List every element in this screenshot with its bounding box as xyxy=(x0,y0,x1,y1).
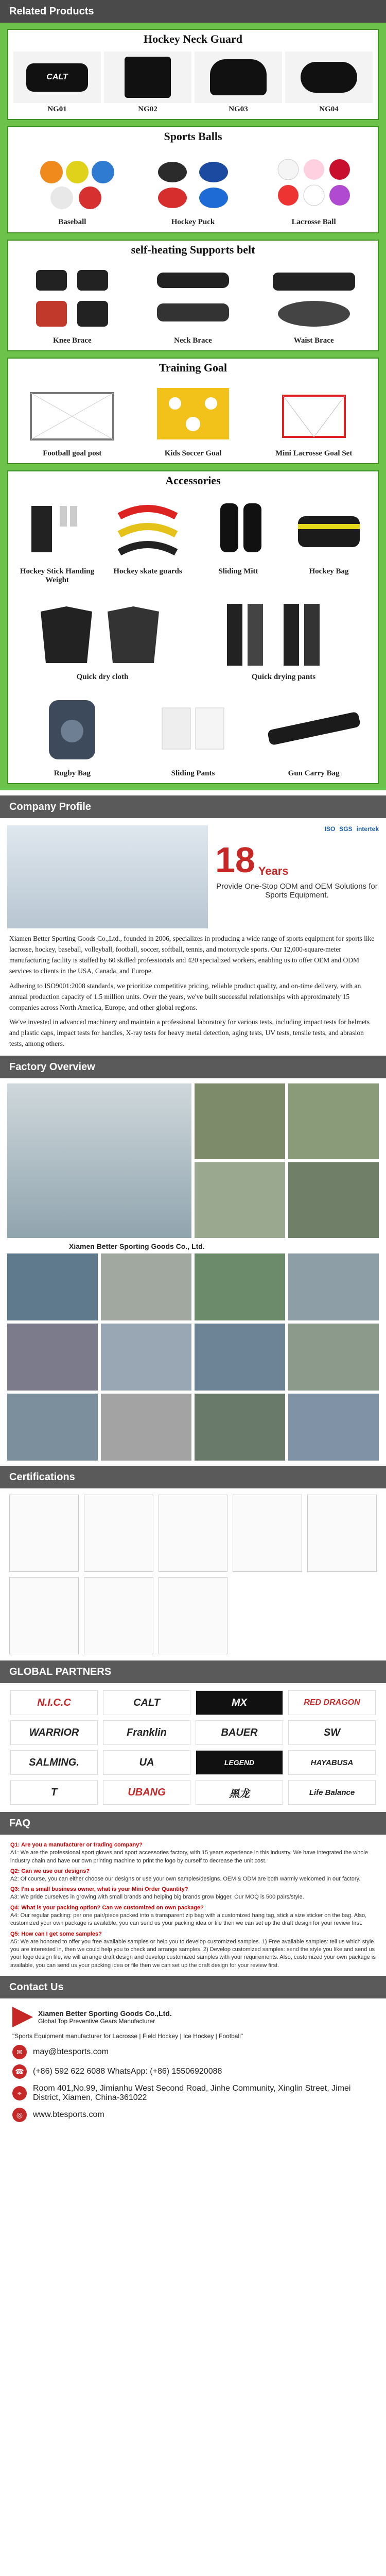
product-card[interactable] xyxy=(13,493,101,585)
product-label: NG03 xyxy=(229,105,248,113)
faq-item xyxy=(0,1931,386,1970)
website-row[interactable] xyxy=(12,2108,374,2122)
partner-logo: MX xyxy=(196,1690,283,1715)
supports-belt-panel xyxy=(7,240,379,351)
baseball-image xyxy=(13,149,131,216)
product-card[interactable] xyxy=(285,493,373,585)
factory-photo xyxy=(195,1253,285,1320)
factory-photo xyxy=(7,1324,98,1391)
stick-weight-image xyxy=(13,493,101,565)
section-title: GLOBAL PARTNERS xyxy=(9,1666,112,1677)
company-desc: "Sports Equipment manufacturer for Lacrosse | Field Hockey | Ice Hockey | Football" xyxy=(12,2032,243,2040)
product-label: Mini Lacrosse Goal Set xyxy=(275,449,353,457)
section-title: Contact Us xyxy=(9,1981,64,1993)
product-card[interactable] xyxy=(104,52,191,114)
factory-photo xyxy=(288,1394,379,1461)
partners-header xyxy=(0,1660,386,1683)
factory-photo xyxy=(288,1324,379,1391)
product-label: Knee Brace xyxy=(53,336,92,345)
years-number: 18 xyxy=(215,840,255,880)
faq-question: Q3: I'm a small business owner, what is your Mini Order Quantity? xyxy=(10,1886,188,1893)
certifications-header xyxy=(0,1466,386,1488)
factory-photo xyxy=(288,1162,379,1238)
partner-logo: Franklin xyxy=(103,1720,190,1745)
product-card[interactable] xyxy=(13,594,191,682)
phone-text[interactable]: (+86) 592 622 6088 WhatsApp: (+86) 15506920088 xyxy=(33,2067,222,2076)
profile-paragraph: Xiamen Better Sporting Goods Co.,Ltd., founded in 2006, specializes in producing a wide range of sports equipment for sports like lacrosse, hockey, baseball, volleyball, football, soccer, softball, tennis, and motorcycle sports. Our 12,000-square-meter manufacturing facility is staffed by 60 skilled professionals and 420 specialized workers, enabling us to offer OEM and ODM services to clients in the USA, Canada, and Europe. xyxy=(9,935,375,975)
partner-logo: HAYABUSA xyxy=(288,1750,376,1775)
email-text[interactable]: may@btesports.com xyxy=(33,2047,109,2057)
website-link[interactable]: www.btesports.com xyxy=(33,2110,104,2120)
neck-brace-image xyxy=(134,262,252,334)
contact-brand xyxy=(0,1998,386,2030)
factory-overview-header xyxy=(0,1056,386,1078)
contact-header xyxy=(0,1976,386,1998)
product-card[interactable] xyxy=(13,690,131,778)
factory-photo xyxy=(7,1083,191,1238)
partner-logo: RED DRAGON xyxy=(288,1690,376,1715)
company-profile-header xyxy=(0,795,386,818)
factory-photo xyxy=(195,1083,285,1159)
certificate-image[interactable] xyxy=(9,1495,79,1572)
section-title: Related Products xyxy=(9,5,94,17)
product-label: Sliding Pants xyxy=(171,769,215,777)
intertek-logo: intertek xyxy=(356,825,379,833)
faq-item xyxy=(0,1868,386,1883)
product-card[interactable] xyxy=(104,493,191,585)
profile-paragraph: Adhering to ISO9001:2008 standards, we prioritize competitive pricing, reliable product quality, and on-time delivery, with an annual production capacity of 1.5 million units. Over the years, we've built successful relationships with approximately 15 companies across North America, Europe, and other global regions. xyxy=(9,981,361,1011)
product-label: Kids Soccer Goal xyxy=(164,449,222,457)
product-label: Gun Carry Bag xyxy=(288,769,340,777)
panel-title: Sports Balls xyxy=(8,127,378,146)
factory-gallery xyxy=(0,1078,386,1466)
years-unit: Years xyxy=(258,865,289,877)
product-label: Baseball xyxy=(58,218,86,227)
faq-question: Q2: Can we use our designs? xyxy=(10,1868,90,1874)
product-card[interactable] xyxy=(195,594,373,682)
sports-balls-panel xyxy=(7,126,379,233)
partner-logo: CALT xyxy=(103,1690,190,1715)
product-label: Hockey Bag xyxy=(309,567,349,575)
product-label: Rugby Bag xyxy=(54,769,91,777)
product-card[interactable] xyxy=(13,262,131,345)
iso-logo: ISO xyxy=(324,825,336,833)
company-name: Xiamen Better Sporting Goods Co.,Ltd. xyxy=(38,2009,172,2018)
certificate-image[interactable] xyxy=(159,1495,228,1572)
section-title: Company Profile xyxy=(9,801,91,812)
product-card[interactable] xyxy=(134,262,252,345)
panel-title: Accessories xyxy=(8,471,378,490)
product-card[interactable] xyxy=(134,690,252,778)
faq-answer: A4: Our regular packing: per one pair/piece packed into a transparent zip bag with a customized hang tag, stick a size sticker on the bag. Also, customized your own package is available, you can send us your packing idea or file then we can set up the draft design for your review first. xyxy=(10,1912,367,1927)
factory-photo xyxy=(101,1394,191,1461)
waist-brace-image xyxy=(255,262,373,334)
certificate-image[interactable] xyxy=(307,1495,377,1572)
product-label: Quick dry cloth xyxy=(76,672,129,681)
product-card[interactable] xyxy=(195,493,282,585)
product-card[interactable] xyxy=(195,52,282,114)
product-label: NG02 xyxy=(138,105,157,113)
email-icon: ✉ xyxy=(12,2045,27,2059)
partner-logo: SW xyxy=(288,1720,376,1745)
years-tagline: Provide One-Stop ODM and OEM Solutions for Sports Equipment. xyxy=(216,882,378,900)
cert-logos xyxy=(215,825,379,833)
address-text: Room 401,No.99, Jimianhu West Second Road, Jinhe Community, Xinglin Street, Jimei District, Xiamen, China-361022 xyxy=(33,2084,351,2103)
location-icon: ⌖ xyxy=(12,2086,27,2100)
product-label: Hockey Stick Handing Weight xyxy=(20,567,95,585)
factory-photo xyxy=(101,1253,191,1320)
faq-item xyxy=(0,1842,386,1865)
accessories-panel xyxy=(7,470,379,784)
globe-icon: ◎ xyxy=(12,2108,27,2122)
company-subtitle: Global Top Preventive Gears Manufacturer xyxy=(38,2018,155,2025)
product-card[interactable] xyxy=(255,690,373,778)
product-card[interactable] xyxy=(285,52,373,114)
faq-answer: A1: We are the professional sport gloves and sport accessories factory, with 15 years experience in this industry. We have integrated the whole industry chain and have our own printing machine to print the logo by ourself to decrease the unit cost. xyxy=(10,1850,368,1864)
hockey-puck-image xyxy=(134,149,252,216)
profile-side xyxy=(215,825,379,928)
section-title: Factory Overview xyxy=(9,1061,95,1073)
faq-question: Q1: Are you a manufacturer or trading company? xyxy=(10,1842,143,1849)
hockey-bag-image xyxy=(285,493,373,565)
quick-dry-pants-image xyxy=(195,594,373,671)
gun-bag-image xyxy=(255,690,373,767)
product-label: Waist Brace xyxy=(293,336,334,345)
certificate-image[interactable] xyxy=(9,1577,79,1654)
profile-hero xyxy=(0,818,386,934)
certificate-image[interactable] xyxy=(84,1577,153,1654)
sgs-logo: SGS xyxy=(339,825,353,833)
partner-logo: UA xyxy=(103,1750,190,1775)
factory-photo xyxy=(288,1083,379,1159)
partner-logo: LEGEND xyxy=(196,1750,283,1775)
skate-guard-image xyxy=(104,493,191,565)
kids-soccer-goal-image xyxy=(134,380,252,447)
products-wrapper xyxy=(0,23,386,790)
neck-guard-image: CALT xyxy=(26,63,88,92)
factory-photo xyxy=(101,1324,191,1391)
certificate-image[interactable] xyxy=(233,1495,302,1572)
product-card[interactable] xyxy=(134,380,252,458)
product-card[interactable] xyxy=(13,380,131,458)
product-label: NG01 xyxy=(47,105,67,113)
faq-answer: A5: We are honored to offer you free available samples or help you to develop customized samples. 1) Free available samples: tell us which style you are interested in, then we could help you to check and arrange samples. 2) Develop customized samples: send the style you like and send us your logo design file, we will arrange draft design and develop customized samples with your requirements. Also, customized your own package is available, you can send us your packing idea or file then we can set up the draft design for your review first. xyxy=(10,1938,376,1969)
product-label: NG04 xyxy=(319,105,339,113)
neck-guard-image xyxy=(301,62,357,93)
product-label: Sliding Mitt xyxy=(218,567,258,575)
phone-icon: ☎ xyxy=(12,2064,27,2079)
related-products-header xyxy=(0,0,386,23)
panel-title: Training Goal xyxy=(8,359,378,377)
certificate-image[interactable] xyxy=(159,1577,228,1654)
knee-brace-image xyxy=(13,262,131,334)
product-card[interactable] xyxy=(255,380,373,458)
product-label: Football goal post xyxy=(43,449,102,457)
partner-logo: Life Balance xyxy=(288,1780,376,1805)
factory-photo xyxy=(195,1162,285,1238)
section-title: Certifications xyxy=(9,1471,75,1483)
partner-logo: SALMING. xyxy=(10,1750,98,1775)
faq-answer: A3: We pride ourselves in growing with small brands and helping big brands grow bigger. Our MOQ is 500 pairs/style. xyxy=(10,1894,304,1901)
product-label: Quick drying pants xyxy=(251,672,316,681)
partner-logo: BAUER xyxy=(196,1720,283,1745)
product-card[interactable] xyxy=(13,52,101,114)
faq-item xyxy=(0,1905,386,1928)
training-goal-panel xyxy=(7,358,379,464)
partner-logo: 黑龙 xyxy=(196,1780,283,1805)
product-card[interactable] xyxy=(13,149,131,227)
email-row[interactable] xyxy=(12,2045,374,2059)
rugby-bag-image xyxy=(13,690,131,767)
office-photo xyxy=(7,825,208,928)
years-badge xyxy=(215,842,379,878)
factory-photo xyxy=(195,1324,285,1391)
neck-guard-panel xyxy=(7,29,379,120)
lacrosse-ball-image xyxy=(255,149,373,216)
quick-dry-cloth-image xyxy=(13,594,191,671)
faq-answer: A2: Of course, you can either choose our designs or use your own samples/designs. OEM & ODM are both warmly welcomed in our factory. xyxy=(10,1876,361,1882)
certificate-gallery xyxy=(0,1488,386,1660)
faq-item xyxy=(0,1886,386,1901)
neck-guard-image xyxy=(125,57,171,98)
company-logo-icon xyxy=(12,2007,33,2027)
partner-logo: T xyxy=(10,1780,98,1805)
product-label: Hockey Puck xyxy=(171,218,215,227)
lacrosse-goal-image xyxy=(255,380,373,447)
partner-logo: WARRIOR xyxy=(10,1720,98,1745)
certificate-image[interactable] xyxy=(84,1495,153,1572)
section-title: FAQ xyxy=(9,1817,31,1829)
football-goal-image xyxy=(13,380,131,447)
partner-logo: UBANG xyxy=(103,1780,190,1805)
product-label: Hockey skate guards xyxy=(113,567,182,575)
product-card[interactable] xyxy=(134,149,252,227)
sliding-pants-image xyxy=(134,690,252,767)
partner-logo: N.I.C.C xyxy=(10,1690,98,1715)
product-label: Lacrosse Ball xyxy=(291,218,336,227)
product-label: Neck Brace xyxy=(174,336,212,345)
factory-photo xyxy=(7,1394,98,1461)
partner-logos xyxy=(0,1683,386,1812)
faq-question: Q4: What is your packing option? Can we customized on own package? xyxy=(10,1904,204,1911)
panel-title: self-heating Supports belt xyxy=(8,241,378,259)
neck-guard-image xyxy=(210,59,267,95)
factory-photo xyxy=(7,1253,98,1320)
faq-header xyxy=(0,1812,386,1835)
product-card[interactable] xyxy=(255,262,373,345)
faq-question: Q5: How can I get some samples? xyxy=(10,1930,102,1937)
sliding-mitt-image xyxy=(195,493,282,565)
phone-row[interactable] xyxy=(12,2064,374,2079)
factory-photo xyxy=(195,1394,285,1461)
factory-photo xyxy=(288,1253,379,1320)
address-row xyxy=(12,2084,374,2103)
faq-list xyxy=(0,1835,386,1976)
profile-paragraph: We've invested in advanced machinery and maintain a professional laboratory for various tests, including impact tests for helmets and plastic caps, impact tests for handles, X-ray tests for heavy metal detection, aging tests, UV tests, tensile tests, and abrasion tests, among others. xyxy=(9,1018,370,1048)
panel-title: Hockey Neck Guard xyxy=(8,30,378,48)
factory-caption: Xiamen Better Sporting Goods Co., Ltd. xyxy=(69,1242,205,1251)
product-card[interactable] xyxy=(255,149,373,227)
